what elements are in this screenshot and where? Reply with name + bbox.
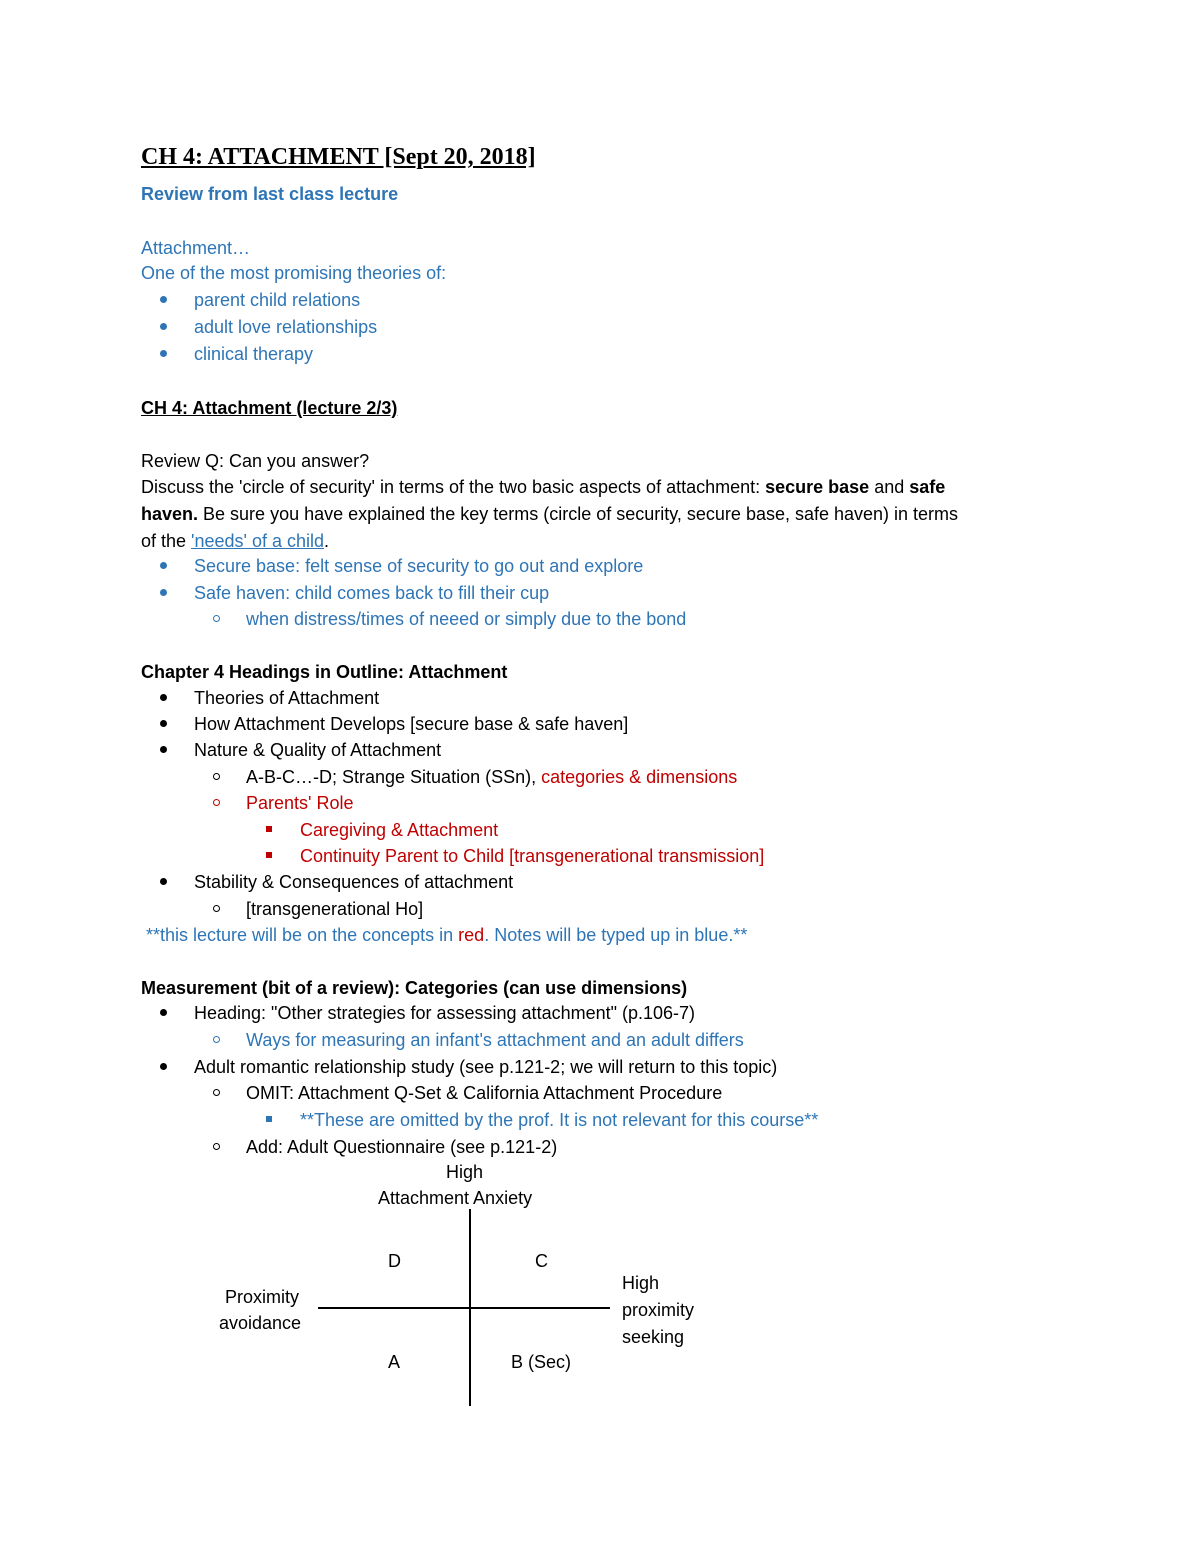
left-axis-label: avoidance bbox=[219, 1313, 302, 1333]
list-item: Caregiving & Attachment bbox=[300, 820, 499, 840]
left-axis-label: Proximity bbox=[225, 1287, 300, 1307]
lecture-heading: CH 4: Attachment (lecture 2/3) bbox=[141, 398, 398, 418]
bullet-icon bbox=[160, 694, 167, 701]
discuss-text: of the bbox=[141, 531, 192, 551]
square-bullet-icon bbox=[266, 826, 272, 832]
quadrant-label-a: A bbox=[388, 1352, 401, 1372]
list-item: Stability & Consequences of attachment bbox=[194, 872, 514, 892]
bullet-icon bbox=[160, 350, 167, 357]
bullet-icon bbox=[160, 878, 167, 885]
list-item: parent child relations bbox=[194, 290, 361, 310]
bullet-icon bbox=[160, 1009, 167, 1016]
bullet-icon bbox=[160, 1063, 167, 1070]
square-bullet-icon bbox=[266, 852, 272, 858]
list-item: clinical therapy bbox=[194, 344, 314, 364]
bullet-icon bbox=[160, 720, 167, 727]
list-item: Nature & Quality of Attachment bbox=[194, 740, 442, 760]
discuss-line-3 bbox=[141, 528, 329, 554]
list-item: [transgenerational Ho] bbox=[246, 899, 424, 919]
circle-bullet-icon bbox=[213, 773, 220, 780]
list-item: **These are omitted by the prof. It is not relevant for this course** bbox=[300, 1110, 819, 1130]
bullet-icon bbox=[160, 323, 167, 330]
list-item: Safe haven: child comes back to fill their cup bbox=[194, 583, 550, 603]
discuss-text: and bbox=[869, 477, 910, 497]
outline-text: A-B-C…-D; Strange Situation (SSn), bbox=[246, 767, 542, 787]
circle-bullet-icon bbox=[213, 1036, 220, 1043]
note-text: . Notes will be typed up in blue.** bbox=[484, 925, 748, 945]
note-text: **this lecture will be on the concepts in bbox=[146, 925, 459, 945]
list-item: Parents' Role bbox=[246, 793, 354, 813]
measurement-heading: Measurement (bit of a review): Categories (can use dimensions) bbox=[141, 978, 688, 998]
circle-bullet-icon bbox=[213, 1143, 220, 1150]
bullet-icon bbox=[160, 562, 167, 569]
list-item: Adult romantic relationship study (see p.121-2; we will return to this topic) bbox=[194, 1057, 778, 1077]
list-item bbox=[246, 764, 737, 790]
note-red-word: red bbox=[458, 925, 485, 945]
quadrant-label-c: C bbox=[535, 1251, 548, 1271]
list-item: Add: Adult Questionnaire (see p.121-2) bbox=[246, 1137, 558, 1157]
discuss-line-1 bbox=[141, 474, 945, 500]
right-axis-label: seeking bbox=[622, 1327, 685, 1347]
theories-intro: One of the most promising theories of: bbox=[141, 263, 447, 283]
outline-heading: Chapter 4 Headings in Outline: Attachment bbox=[141, 662, 508, 682]
top-axis-label: High bbox=[446, 1162, 484, 1182]
quadrant-label-b: B (Sec) bbox=[511, 1352, 572, 1372]
haven-term: haven. bbox=[141, 504, 199, 524]
list-item: adult love relationships bbox=[194, 317, 378, 337]
quadrant-label-d: D bbox=[388, 1251, 401, 1271]
right-axis-label: High bbox=[622, 1273, 660, 1293]
list-item: OMIT: Attachment Q-Set & California Attachment Procedure bbox=[246, 1083, 723, 1103]
attachment-intro: Attachment… bbox=[141, 238, 251, 258]
list-item: Continuity Parent to Child [transgenerational transmission] bbox=[300, 846, 765, 866]
list-item: Theories of Attachment bbox=[194, 688, 380, 708]
square-bullet-icon bbox=[266, 1116, 272, 1122]
horizontal-axis bbox=[318, 1307, 610, 1309]
outline-text-red: categories & dimensions bbox=[541, 767, 738, 787]
list-item: when distress/times of neeed or simply due to the bond bbox=[246, 609, 687, 629]
circle-bullet-icon bbox=[213, 799, 220, 806]
circle-bullet-icon bbox=[213, 1089, 220, 1096]
review-question: Review Q: Can you answer? bbox=[141, 451, 370, 471]
color-note bbox=[146, 922, 747, 948]
needs-of-child-link[interactable]: 'needs' of a child bbox=[191, 531, 325, 551]
discuss-text: . bbox=[324, 531, 330, 551]
right-axis-label: proximity bbox=[622, 1300, 695, 1320]
circle-bullet-icon bbox=[213, 615, 220, 622]
list-item: Heading: "Other strategies for assessing attachment" (p.106-7) bbox=[194, 1003, 696, 1023]
top-axis-label: Attachment Anxiety bbox=[378, 1188, 533, 1208]
review-heading: Review from last class lecture bbox=[141, 184, 399, 204]
discuss-text: Discuss the 'circle of security' in terms of the two basic aspects of attachment: bbox=[141, 477, 766, 497]
list-item: Ways for measuring an infant's attachment and an adult differs bbox=[246, 1030, 744, 1050]
bullet-icon bbox=[160, 746, 167, 753]
bullet-icon bbox=[160, 296, 167, 303]
bullet-icon bbox=[160, 589, 167, 596]
list-item: Secure base: felt sense of security to go out and explore bbox=[194, 556, 644, 576]
secure-base-term: secure base bbox=[765, 477, 870, 497]
discuss-line-2 bbox=[141, 501, 958, 527]
page-title: CH 4: ATTACHMENT [Sept 20, 2018] bbox=[141, 144, 536, 170]
discuss-text: Be sure you have explained the key terms (circle of security, secure base, safe haven) in terms bbox=[198, 504, 959, 524]
safe-term: safe bbox=[909, 477, 946, 497]
circle-bullet-icon bbox=[213, 905, 220, 912]
list-item: How Attachment Develops [secure base & safe haven] bbox=[194, 714, 629, 734]
